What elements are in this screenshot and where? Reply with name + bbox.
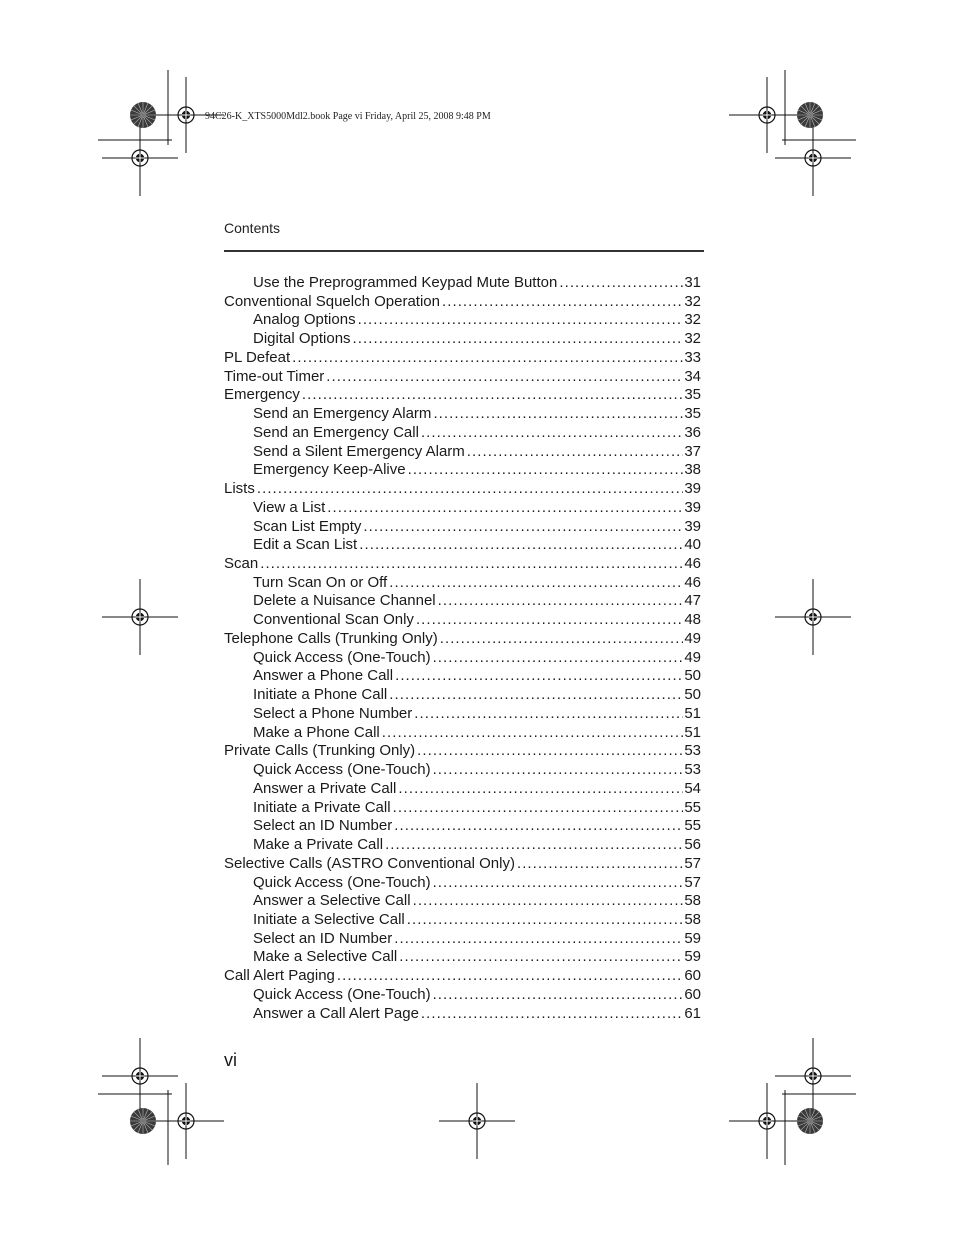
toc-entry-page-number: 32: [684, 330, 701, 348]
toc-entry-page-number: 31: [684, 274, 701, 291]
dot-leader: [517, 855, 683, 874]
toc-entry-title: Call Alert Paging: [224, 967, 335, 985]
toc-entry-title: Digital Options: [253, 330, 351, 348]
toc-entry-title: Initiate a Selective Call: [253, 910, 405, 928]
running-head: Contents: [224, 220, 281, 236]
dot-leader: [438, 592, 684, 611]
toc-entry[interactable]: [224, 724, 701, 743]
dot-leader: [394, 930, 683, 949]
dot-leader: [326, 368, 683, 387]
toc-entry-page-number: 35: [684, 386, 701, 404]
toc-entry-page-number: 57: [684, 873, 701, 891]
toc-entry-title: Conventional Scan Only: [253, 611, 414, 629]
toc-entry[interactable]: [224, 667, 701, 686]
toc-entry[interactable]: [224, 611, 701, 630]
toc-entry[interactable]: [224, 293, 701, 312]
toc-entry-page-number: 55: [684, 798, 701, 816]
dot-leader: [292, 349, 683, 368]
dot-leader: [353, 330, 684, 349]
toc-entry-page-number: 39: [684, 517, 701, 535]
dot-leader: [337, 967, 683, 986]
toc-entry-page-number: 61: [684, 1004, 701, 1022]
dot-leader: [416, 611, 683, 630]
toc-entry-title: Send a Silent Emergency Alarm: [253, 442, 465, 460]
toc-entry-title: Quick Access (One-Touch): [253, 648, 431, 666]
toc-entry[interactable]: [224, 536, 701, 555]
dot-leader: [467, 443, 684, 462]
toc-entry-title: Select an ID Number: [253, 817, 393, 835]
dot-leader: [559, 274, 683, 293]
toc-entry[interactable]: [224, 930, 701, 949]
dot-leader: [394, 817, 683, 836]
toc-entry-page-number: 48: [684, 611, 701, 629]
toc-entry[interactable]: [224, 799, 701, 818]
toc-entry-title: Quick Access (One-Touch): [253, 761, 431, 779]
toc-entry[interactable]: [224, 311, 701, 330]
toc-entry-page-number: 58: [684, 910, 701, 928]
dot-leader: [421, 424, 683, 443]
toc-entry[interactable]: [224, 630, 701, 649]
dot-leader: [433, 874, 684, 893]
toc-entry[interactable]: [224, 649, 701, 668]
toc-entry[interactable]: [224, 742, 701, 761]
toc-entry[interactable]: [224, 780, 701, 799]
toc-entry-page-number: 34: [684, 367, 701, 385]
toc-entry-page-number: 46: [684, 573, 701, 591]
toc-entry-title: Analog Options: [253, 311, 356, 329]
toc-entry[interactable]: [224, 518, 701, 537]
registration-mark-middle-right: [775, 579, 851, 655]
toc-entry[interactable]: [224, 686, 701, 705]
toc-entry-title: Select an ID Number: [253, 929, 393, 947]
toc-entry-title: Initiate a Phone Call: [253, 686, 388, 704]
toc-entry-page-number: 37: [684, 442, 701, 460]
toc-entry[interactable]: [224, 967, 701, 986]
toc-entry-page-number: 60: [684, 967, 701, 985]
toc-entry[interactable]: [224, 574, 701, 593]
toc-entry-page-number: 32: [684, 311, 701, 329]
toc-entry-page-number: 49: [684, 629, 701, 647]
toc-entry-title: Make a Selective Call: [253, 948, 398, 966]
toc-entry-page-number: 59: [684, 929, 701, 947]
star-target-top-left: [130, 102, 156, 128]
toc-entry-title: Use the Preprogrammed Keypad Mute Button: [253, 274, 558, 291]
toc-entry[interactable]: [224, 892, 701, 911]
dot-leader: [358, 311, 684, 330]
toc-entry[interactable]: [224, 386, 701, 405]
toc-entry-page-number: 40: [684, 536, 701, 554]
toc-entry[interactable]: [224, 461, 701, 480]
header-rule: [224, 250, 704, 252]
toc-entry-page-number: 47: [684, 592, 701, 610]
table-of-contents: [224, 274, 701, 1023]
toc-entry-title: Emergency: [224, 386, 300, 404]
dot-leader: [257, 480, 683, 499]
toc-entry-page-number: 53: [684, 742, 701, 760]
dot-leader: [385, 836, 683, 855]
toc-entry-page-number: 39: [684, 480, 701, 498]
toc-entry[interactable]: [224, 911, 701, 930]
toc-entry-page-number: 55: [684, 817, 701, 835]
registration-mark-lower-left: [102, 1038, 178, 1114]
toc-entry-page-number: 54: [684, 779, 701, 797]
toc-entry-title: Send an Emergency Alarm: [253, 405, 432, 423]
toc-entry[interactable]: [224, 1005, 701, 1024]
dot-leader: [327, 499, 683, 518]
toc-entry-title: Answer a Selective Call: [253, 892, 411, 910]
registration-mark-upper-left: [102, 120, 178, 196]
toc-entry[interactable]: [224, 330, 701, 349]
toc-entry-page-number: 56: [684, 836, 701, 854]
toc-entry[interactable]: [224, 480, 701, 499]
toc-entry-title: Scan: [224, 555, 259, 573]
dot-leader: [389, 686, 683, 705]
toc-entry-title: PL Defeat: [224, 348, 291, 366]
toc-entry[interactable]: [224, 986, 701, 1005]
toc-entry-page-number: 59: [684, 948, 701, 966]
toc-entry[interactable]: [224, 948, 701, 967]
toc-entry-title: Quick Access (One-Touch): [253, 985, 431, 1003]
toc-entry[interactable]: [224, 349, 701, 368]
star-target-bottom-left: [130, 1108, 156, 1134]
registration-mark-upper-right: [775, 120, 851, 196]
dot-leader: [359, 536, 683, 555]
toc-entry[interactable]: [224, 705, 701, 724]
toc-entry-title: Private Calls (Trunking Only): [224, 742, 416, 760]
star-target-bottom-right: [797, 1108, 823, 1134]
registration-mark-bottom-center: [439, 1083, 515, 1159]
toc-entry-title: Lists: [224, 480, 255, 498]
toc-entry-title: Make a Private Call: [253, 836, 384, 854]
dot-leader: [302, 386, 683, 405]
toc-entry-title: Emergency Keep-Alive: [253, 461, 406, 479]
toc-entry-page-number: 58: [684, 892, 701, 910]
toc-entry-title: View a List: [253, 498, 326, 516]
toc-entry-title: Answer a Call Alert Page: [253, 1004, 419, 1022]
toc-entry-title: Answer a Private Call: [253, 779, 397, 797]
registration-mark-top-right: [729, 77, 805, 153]
toc-entry[interactable]: [224, 368, 701, 387]
dot-leader: [399, 948, 683, 967]
toc-entry-page-number: 46: [684, 555, 701, 573]
page-number: vi: [224, 1050, 237, 1070]
toc-entry-page-number: 49: [684, 648, 701, 666]
toc-entry[interactable]: [224, 761, 701, 780]
dot-leader: [260, 555, 683, 574]
toc-entry[interactable]: [224, 443, 701, 462]
toc-entry[interactable]: [224, 817, 701, 836]
toc-entry-page-number: 57: [684, 854, 701, 872]
toc-entry-page-number: 32: [684, 292, 701, 310]
dot-leader: [382, 724, 684, 743]
toc-entry-page-number: 35: [684, 405, 701, 423]
toc-entry-page-number: 38: [684, 461, 701, 479]
toc-entry-title: Select a Phone Number: [253, 704, 413, 722]
dot-leader: [395, 667, 683, 686]
dot-leader: [433, 761, 684, 780]
toc-entry[interactable]: [224, 592, 701, 611]
toc-entry-title: Scan List Empty: [253, 517, 362, 535]
toc-entry-page-number: 36: [684, 423, 701, 441]
dot-leader: [407, 911, 684, 930]
toc-entry-title: Selective Calls (ASTRO Conventional Only): [224, 854, 515, 872]
toc-entry-title: Delete a Nuisance Channel: [253, 592, 436, 610]
toc-entry-page-number: 39: [684, 498, 701, 516]
dot-leader: [442, 293, 683, 312]
toc-entry-title: Initiate a Private Call: [253, 798, 391, 816]
toc-entry-title: Telephone Calls (Trunking Only): [224, 629, 438, 647]
dot-leader: [433, 405, 683, 424]
toc-entry[interactable]: [224, 499, 701, 518]
toc-entry-title: Make a Phone Call: [253, 723, 380, 741]
toc-entry-title: Quick Access (One-Touch): [253, 873, 431, 891]
dot-leader: [413, 892, 684, 911]
toc-entry[interactable]: [224, 274, 701, 293]
toc-entry[interactable]: [224, 855, 701, 874]
dot-leader: [433, 986, 684, 1005]
dot-leader: [440, 630, 684, 649]
dot-leader: [433, 649, 684, 668]
dot-leader: [398, 780, 683, 799]
dot-leader: [393, 799, 684, 818]
registration-mark-lower-right: [775, 1038, 851, 1114]
toc-entry-page-number: 51: [684, 704, 701, 722]
toc-entry[interactable]: [224, 424, 701, 443]
toc-entry-title: Turn Scan On or Off: [253, 573, 388, 591]
toc-entry-page-number: 50: [684, 667, 701, 685]
toc-entry[interactable]: [224, 836, 701, 855]
toc-entry-title: Answer a Phone Call: [253, 667, 394, 685]
dot-leader: [363, 518, 683, 537]
toc-entry-page-number: 60: [684, 985, 701, 1003]
toc-entry-title: Send an Emergency Call: [253, 423, 419, 441]
dot-leader: [421, 1005, 683, 1024]
dot-leader: [414, 705, 683, 724]
registration-mark-middle-left: [102, 579, 178, 655]
toc-entry[interactable]: [224, 555, 701, 574]
toc-entry-title: Conventional Squelch Operation: [224, 292, 440, 310]
dot-leader: [417, 742, 683, 761]
dot-leader: [389, 574, 683, 593]
toc-entry-title: Time-out Timer: [224, 367, 325, 385]
dot-leader: [408, 461, 684, 480]
star-target-top-right: [797, 102, 823, 128]
print-info-slug: 94C26-K_XTS5000Mdl2.book Page vi Friday, April 25, 2008 9:48 PM: [205, 111, 491, 122]
toc-entry-page-number: 53: [684, 761, 701, 779]
toc-entry[interactable]: [224, 874, 701, 893]
toc-entry-page-number: 51: [684, 723, 701, 741]
toc-entry-page-number: 33: [684, 348, 701, 366]
toc-entry[interactable]: [224, 405, 701, 424]
toc-entry-title: Edit a Scan List: [253, 536, 358, 554]
toc-entry-page-number: 50: [684, 686, 701, 704]
